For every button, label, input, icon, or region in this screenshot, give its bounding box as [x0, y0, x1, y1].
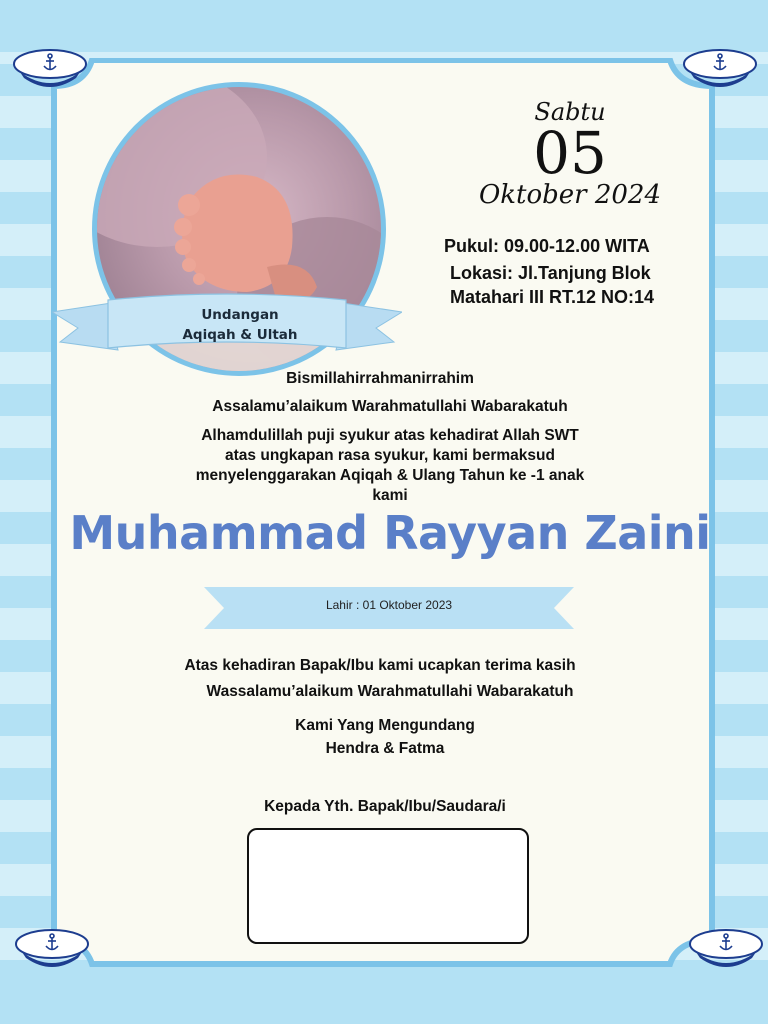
child-name: Muhammad Rayyan Zaini [69, 506, 711, 560]
host-label: Kami Yang Mengundang [295, 717, 475, 734]
closing-salam: Wassalamu’alaikum Warahmatullahi Wabarakatuh [206, 683, 574, 700]
ribbon-label [150, 305, 330, 345]
host-block [95, 716, 675, 759]
body-line: menyelenggarakan Aqiqah & Ulang Tahun ke -1 anak [195, 467, 585, 484]
event-day-number: 05 [533, 119, 607, 187]
host-names: Hendra & Fatma [325, 740, 445, 757]
location-line1: Lokasi: Jl.Tanjung Blok [450, 263, 651, 283]
thanks-text: Atas kehadiran Bapak/Ibu kami ucapkan terima kasih [184, 657, 576, 674]
event-location [450, 261, 730, 309]
ribbon-line1: Undangan [201, 307, 279, 323]
event-date [470, 98, 670, 210]
event-time: Pukul: 09.00-12.00 WITA [444, 236, 650, 256]
ribbon-line2: Aqiqah & Ultah [182, 327, 298, 343]
recipient-label: Kepada Yth. Bapak/Ibu/Saudara/i [264, 798, 506, 815]
bismillah-text: Bismillahirrahmanirrahim [286, 370, 474, 387]
body-line: Alhamdulillah puji syukur atas kehadirat Allah SWT [201, 427, 579, 444]
sailor-hat-icon [682, 48, 758, 96]
event-month-year: Oktober 2024 [478, 180, 662, 210]
bottom-stripe-band [0, 968, 768, 1024]
invitation-body [100, 426, 680, 506]
location-line2: Matahari III RT.12 NO:14 [450, 287, 655, 307]
body-line: kami [372, 487, 408, 504]
salam-text: Assalamu’alaikum Warahmatullahi Wabarakatuh [212, 398, 568, 415]
sailor-hat-icon [688, 928, 764, 976]
recipient-name-box[interactable] [247, 828, 529, 944]
event-day: Sabtu [534, 98, 606, 126]
sailor-hat-icon [14, 928, 90, 976]
birth-date: Lahir : 01 Oktober 2023 [325, 598, 453, 612]
top-stripe-band [0, 0, 768, 52]
body-line: atas ungkapan rasa syukur, kami bermaksud [225, 447, 555, 464]
sailor-hat-icon [12, 48, 88, 96]
